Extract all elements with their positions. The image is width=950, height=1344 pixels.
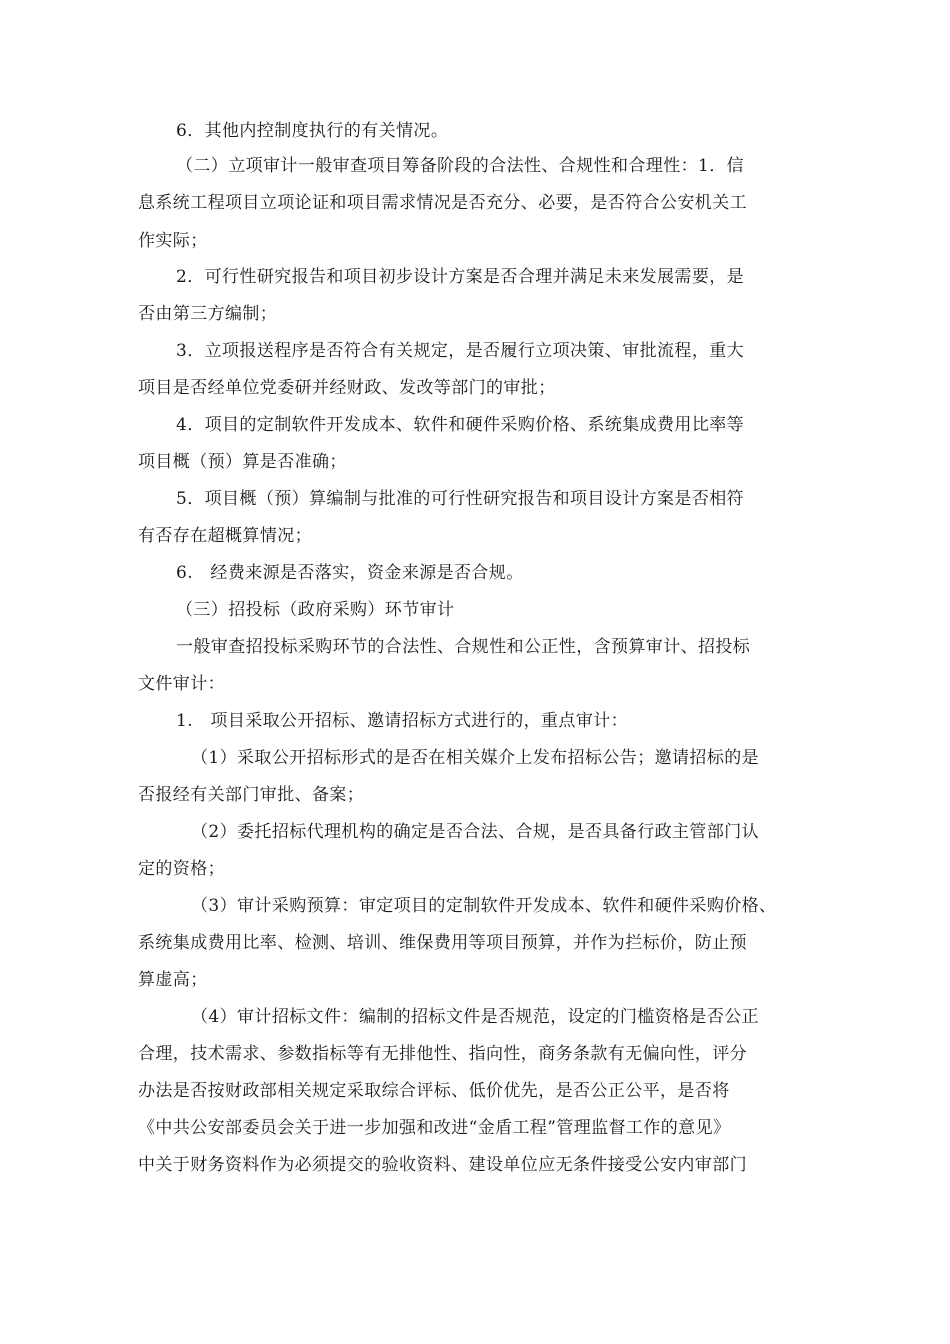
text-line-1: 6．其他内控制度执行的有关情况。 xyxy=(176,121,449,141)
text-line-14: （三）招投标（政府采购）环节审计 xyxy=(176,600,455,620)
text-line-28: 《中共公安部委员会关于进一步加强和改进“金盾工程”管理监督工作的意见》 xyxy=(138,1118,731,1138)
text-line-7: 3．立项报送程序是否符合有关规定，是否履行立项决策、审批流程，重大 xyxy=(176,341,745,361)
text-line-20: （2）委托招标代理机构的确定是否合法、合规，是否具备行政主管部门认 xyxy=(191,822,760,842)
text-line-29: 中关于财务资料作为必须提交的验收资料、建设单位应无条件接受公安内审部门 xyxy=(138,1155,747,1175)
text-line-22: （3）审计采购预算：审定项目的定制软件开发成本、软件和硬件采购价格、 xyxy=(191,896,777,916)
text-line-27: 办法是否按财政部相关规定采取综合评标、低价优先，是否公正公平，是否将 xyxy=(138,1081,730,1101)
text-line-25: （4）审计招标文件：编制的招标文件是否规范，设定的门槛资格是否公正 xyxy=(191,1007,760,1027)
text-line-8: 项目是否经单位党委研并经财政、发改等部门的审批； xyxy=(138,378,556,398)
text-line-4: 作实际； xyxy=(138,231,208,251)
text-line-21: 定的资格； xyxy=(138,859,225,879)
text-line-17: 1. 项目采取公开招标、邀请招标方式进行的，重点审计： xyxy=(176,711,629,731)
text-line-26: 合理，技术需求、参数指标等有无排他性、指向性，商务条款有无偏向性，评分 xyxy=(138,1044,747,1064)
text-line-24: 算虚高； xyxy=(138,970,208,990)
text-line-13: 6. 经费来源是否落实，资金来源是否合规。 xyxy=(176,563,524,583)
text-line-23: 系统集成费用比率、检测、培训、维保费用等项目预算，并作为拦标价，防止预 xyxy=(138,933,747,953)
text-line-18: （1）采取公开招标形式的是否在相关媒介上发布招标公告；邀请招标的是 xyxy=(191,748,760,768)
text-line-10: 项目概（预）算是否准确； xyxy=(138,452,347,472)
text-line-3: 息系统工程项目立项论证和项目需求情况是否充分、必要，是否符合公安机关工 xyxy=(138,193,747,213)
text-line-11: 5．项目概（预）算编制与批准的可行性研究报告和项目设计方案是否相符 xyxy=(176,489,745,509)
text-line-9: 4．项目的定制软件开发成本、软件和硬件采购价格、系统集成费用比率等 xyxy=(176,415,745,435)
text-line-19: 否报经有关部门审批、备案； xyxy=(138,785,365,805)
text-line-15: 一般审查招投标采购环节的合法性、合规性和公正性，含预算审计、招投标 xyxy=(176,637,751,657)
text-line-2: （二）立项审计一般审查项目筹备阶段的合法性、合规性和合理性：1．信 xyxy=(176,156,745,176)
text-line-5: 2．可行性研究报告和项目初步设计方案是否合理并满足未来发展需要，是 xyxy=(176,267,745,287)
text-line-6: 否由第三方编制； xyxy=(138,304,278,324)
text-line-12: 有否存在超概算情况； xyxy=(138,526,312,546)
text-line-16: 文件审计： xyxy=(138,674,225,694)
